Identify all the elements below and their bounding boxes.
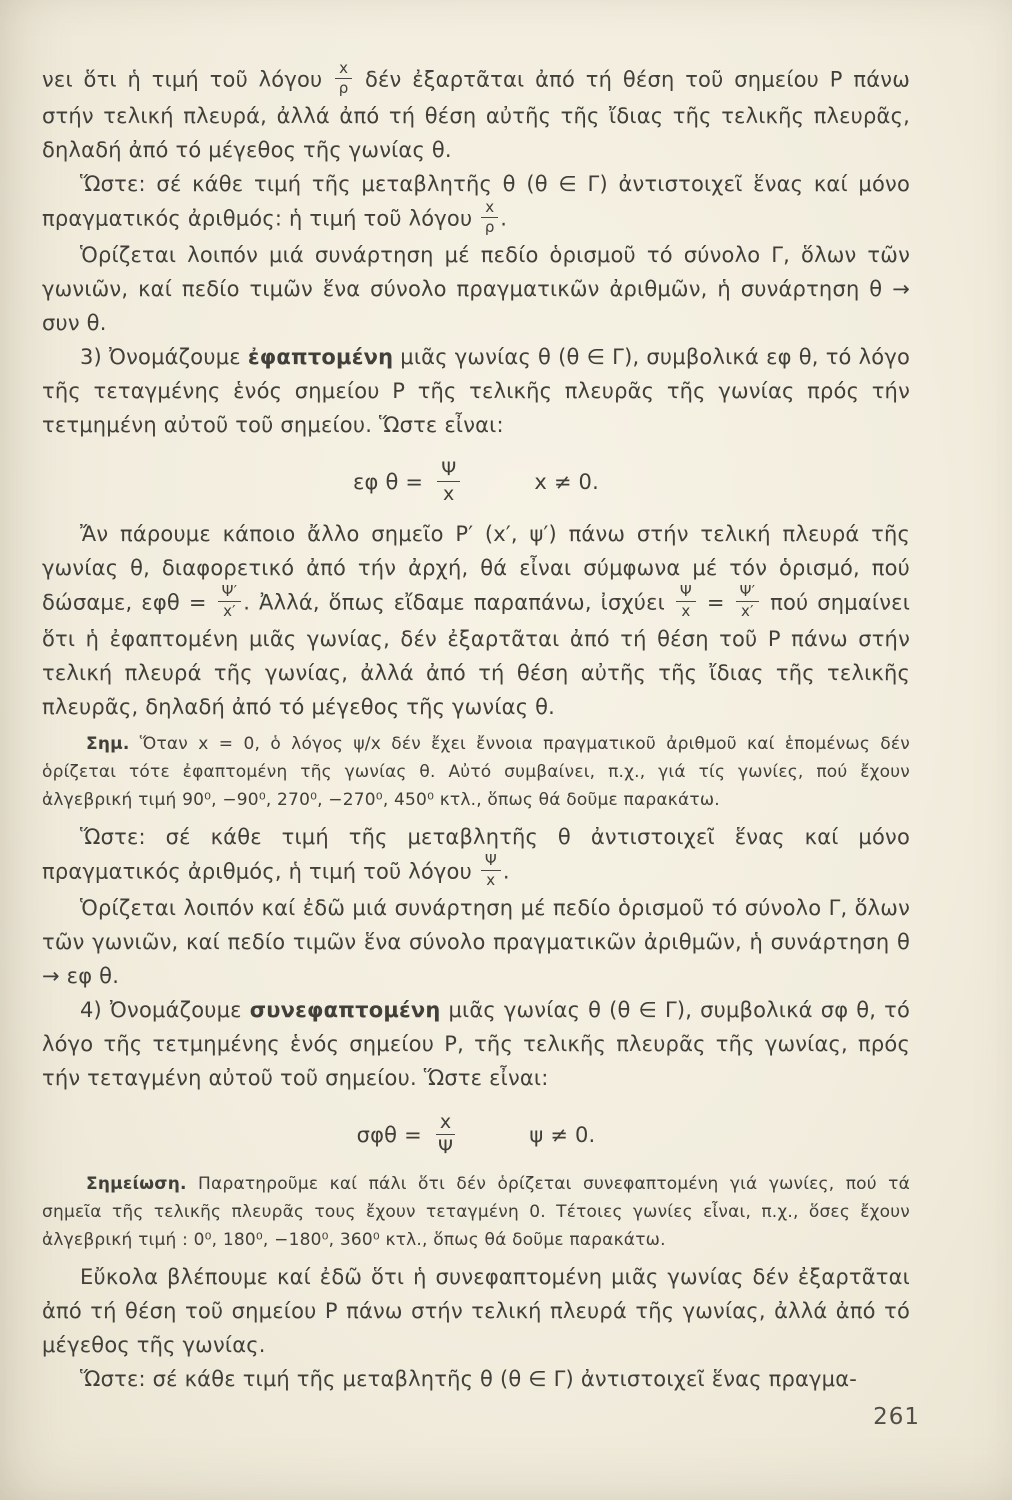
- para-oste-final: [42, 1362, 910, 1396]
- text-run: Ὁρίζεται λοιπόν καί ἐδῶ μιά συνάρτηση μέ πεδίο ὁρισμοῦ τό σύνολο Γ, ὅλων τῶν γωνιῶν, καί πεδίο τιμῶν ἕνα σύνολο πραγματικῶν ἀριθμῶν, ἡ συνάρτηση θ → εφ θ.: [42, 896, 910, 988]
- text-run: 3) Ὀνομάζουμε: [80, 345, 248, 369]
- inline-fraction: [333, 60, 354, 97]
- text-run: μιᾶς γωνίας θ (θ ∈ Γ), συμβολικά εφ θ, τό λόγο τῆς τεταγμένης ἑνός σημείου P τῆς τελικῆς πλευρᾶς τῆς γωνίας πρός τήν τετμημένη αὐτοῦ τοῦ σημείου. Ὥστε εἶναι:: [42, 345, 910, 437]
- text-run: Ὥστε: σέ κάθε τιμή τῆς μεταβλητῆς θ (θ ∈ Γ) ἀντιστοιχεῖ ἕνας καί μόνο πραγματικός ἀριθμός: ἡ τιμή τοῦ λόγου: [42, 172, 910, 231]
- text-run: .: [500, 206, 508, 231]
- fraction-denominator: ρ: [484, 218, 495, 236]
- bold-term-tangent: ἐφαπτομένη: [247, 345, 394, 369]
- fraction-numerator: Ψ′: [218, 583, 242, 602]
- note-label: Σημείωση.: [86, 1174, 187, 1194]
- inline-fraction: [674, 583, 698, 620]
- text-run: .: [502, 859, 510, 884]
- para-oste-cos: [42, 167, 910, 238]
- para-def-tangent: [42, 340, 910, 442]
- fraction-denominator: Ψ: [438, 1136, 454, 1158]
- para-function-tan: [42, 891, 910, 993]
- note-tangent-undefined: [42, 730, 910, 814]
- note-cotangent-undefined: [42, 1170, 910, 1254]
- fraction-denominator: x: [681, 602, 691, 620]
- text-run: Εὔκολα βλέπουμε καί ἐδῶ ὅτι ἡ συνεφαπτομένη μιᾶς γωνίας δέν ἐξαρτᾶται ἀπό τή θέση τοῦ σημείου P πάνω στήν τελική πλευρά τῆς γωνίας, ἀλλά ἀπό τό μέγεθος τῆς γωνίας.: [42, 1265, 910, 1357]
- text-run: 4) Ὀνομάζουμε: [80, 998, 250, 1022]
- para-function-cos: [42, 238, 910, 340]
- text-run: μιᾶς γωνίας θ (θ ∈ Γ), συμβολικά σφ θ, τό λόγο τῆς τετμημένης ἑνός σημείου P, τῆς τελικῆς πλευρᾶς τῆς γωνίας, πρός τήν τεταγμένη αὐτοῦ τοῦ σημείου. Ὥστε εἶναι:: [42, 998, 910, 1090]
- text-run: Ἄν πάρουμε κάποιο ἄλλο σημεῖο P′ (x′, ψ′) πάνω στήν τελική πλευρά τῆς γωνίας θ, διαφορετικό ἀπό τήν ἀρχή, θά εἶναι σύμφωνα μέ τόν ὁρισμό, πού δώσαμε, εφθ =: [42, 522, 910, 615]
- text-run: Ὥστε: σέ κάθε τιμή τῆς μεταβλητῆς θ (θ ∈ Γ) ἀντιστοιχεῖ ἕνας πραγμα-: [80, 1367, 858, 1391]
- formula-condition: ψ ≠ 0.: [529, 1122, 596, 1147]
- text-run: Ὁρίζεται λοιπόν μιά συνάρτηση μέ πεδίο ὁρισμοῦ τό σύνολο Γ, ὅλων τῶν γωνιῶν, καί πεδίο τιμῶν ἕνα σύνολο πραγματικῶν ἀριθμῶν, ἡ συνάρτηση θ → συν θ.: [42, 243, 910, 335]
- fraction-denominator: ρ: [338, 79, 349, 97]
- inline-fraction: [216, 583, 244, 620]
- text-run: Παρατηροῦμε καί πάλι ὅτι δέν ὁρίζεται συνεφαπτομένη γιά γωνίες, πού τά σημεῖα τῆς τελικῆς πλευρᾶς τους ἔχουν τεταγμένη 0. Τέτοιες γωνίες εἶναι, π.χ., ὅσες ἔχουν ἀλγεβρική τιμή : 0⁰, 180⁰, −180⁰, 360⁰ κτλ., ὅπως θά δοῦμε παρακάτω.: [42, 1174, 910, 1250]
- formula-cotangent-definition: [42, 1111, 910, 1158]
- text-run: δέν ἐξαρτᾶται ἀπό τή θέση τοῦ σημείου P πάνω στήν τελική πλευρά, ἀλλά ἀπό τή θέση αὐτῆς τῆς ἴδιας τῆς τελικῆς πλευρᾶς, δηλαδή ἀπό τό μέγεθος τῆς γωνίας θ.: [42, 67, 910, 162]
- text-run: Ὅταν x = 0, ὁ λόγος ψ/x δέν ἔχει ἔννοια πραγματικοῦ ἀριθμοῦ καί ἑπομένως δέν ὁρίζεται τότε ἐφαπτομένη τῆς γωνίας θ. Αὐτό συμβαίνει, π.χ., γιά τίς γωνίες, πού ἔχουν ἀλγεβρική τιμή 90⁰, −90⁰, 270⁰, −270⁰, 450⁰ κτλ., ὅπως θά δοῦμε παρακάτω.: [42, 734, 910, 810]
- inline-fraction: [734, 583, 762, 620]
- text-run: νει ὅτι ἡ τιμή τοῦ λόγου: [42, 67, 334, 92]
- para-oste-tan: [42, 820, 910, 891]
- text-run: πού σημαίνει ὅτι ἡ ἐφαπτομένη μιᾶς γωνίας, δέν ἐξαρτᾶται ἀπό τή θέση τοῦ P πάνω στήν τελική πλευρά τῆς γωνίας, ἀλλά ἀπό τή θέση αὐτῆς τῆς ἴδιας τῆς τελικῆς πλευρᾶς, δηλαδή ἀπό τό μέγεθος τῆς γωνίας θ.: [42, 590, 911, 719]
- text-run: Ὥστε: σέ κάθε τιμή τῆς μεταβλητῆς θ ἀντιστοιχεῖ ἕνας καί μόνο πραγματικός ἀριθμός, ἡ τιμή τοῦ λόγου: [42, 825, 910, 884]
- page-content: [42, 59, 911, 1396]
- fraction-numerator: Ψ: [481, 852, 501, 871]
- text-run: . Ἀλλά, ὅπως εἴδαμε παραπάνω, ἰσχύει: [243, 590, 674, 615]
- inline-fraction: [479, 199, 500, 236]
- fraction-numerator: x: [481, 199, 498, 218]
- para-cotangent-independence: [42, 1260, 910, 1362]
- formula-fraction: [434, 1111, 457, 1158]
- note-label: Σημ.: [86, 734, 130, 754]
- text-run: =: [697, 590, 734, 615]
- bold-term-cotangent: συνεφαπτομένη: [249, 998, 441, 1022]
- para-def-cotangent: [42, 993, 910, 1095]
- fraction-numerator: Ψ′: [736, 583, 760, 602]
- page-number: 261: [873, 1404, 920, 1430]
- formula-fraction: [435, 458, 462, 505]
- inline-fraction: [479, 852, 503, 889]
- formula-lhs: σφθ =: [356, 1122, 422, 1147]
- fraction-denominator: x: [443, 483, 455, 505]
- formula-lhs: εφ θ =: [353, 469, 424, 494]
- fraction-numerator: Ψ: [437, 458, 460, 482]
- formula-condition: x ≠ 0.: [534, 469, 599, 494]
- fraction-numerator: x: [335, 60, 352, 79]
- fraction-denominator: x′: [741, 602, 754, 620]
- fraction-denominator: x′: [223, 602, 236, 620]
- para-intro-continuation: [42, 59, 910, 167]
- fraction-denominator: x: [486, 871, 496, 889]
- fraction-numerator: Ψ: [676, 583, 696, 602]
- para-other-point: [42, 517, 910, 724]
- fraction-numerator: x: [436, 1111, 455, 1135]
- formula-tangent-definition: [42, 458, 910, 505]
